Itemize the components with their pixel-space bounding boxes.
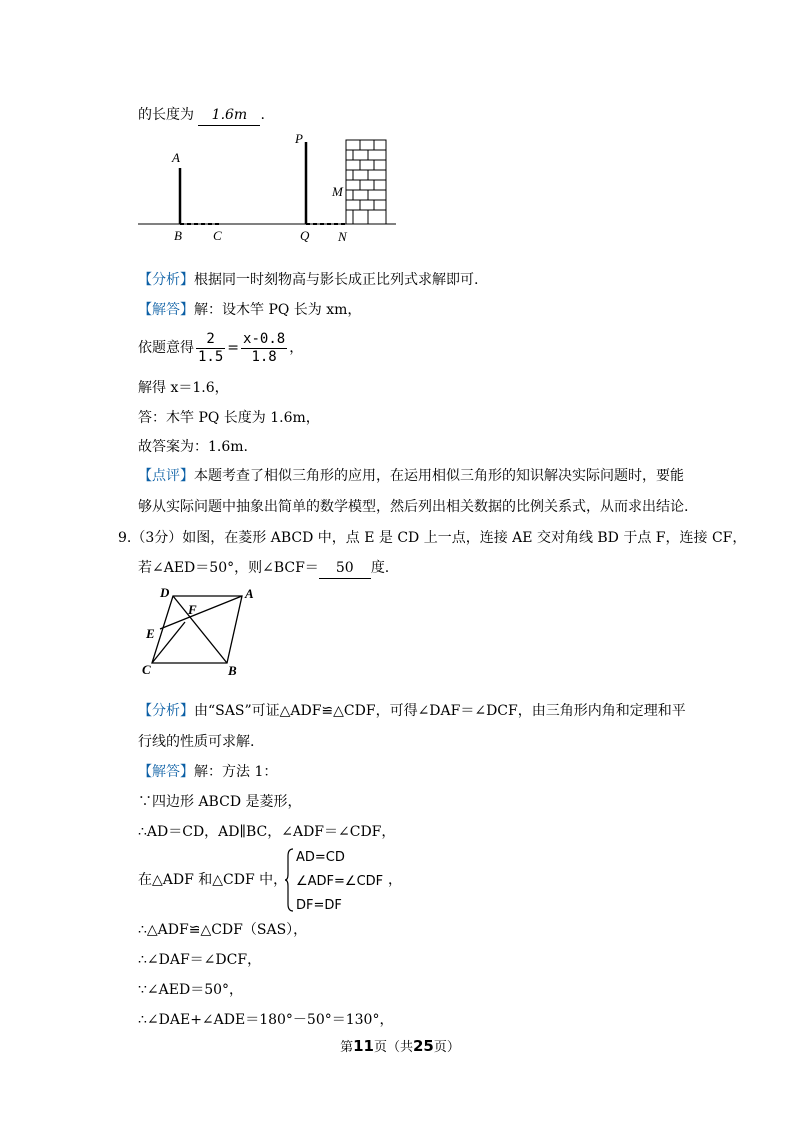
q9-stem-2b: 度. [370,560,390,576]
q8-solution-1-text: 解：设木竿 PQ 长为 xm， [194,302,362,318]
q9-stem-1 [118,528,746,548]
page-footer [0,1036,800,1055]
q9-solution-head [138,762,277,782]
system-line-2: ∠ADF=∠CDF [296,874,384,889]
diagonal-bd [173,596,227,663]
label-m: M [332,184,343,199]
segment-cf [152,622,185,663]
label-c9: C [142,662,151,677]
label-p: P [295,131,303,146]
q8-analysis-text: 根据同一时刻物高与影长成正比列式求解即可. [194,272,479,288]
q9-step-4: ∴△ADF≌△CDF（SAS）， [138,922,308,938]
label-f: F [188,602,197,617]
q9-step-1: ∵四边形 ABCD 是菱形， [138,794,302,810]
segment-ae [160,596,242,629]
q8-solution-4: 答：木竿 PQ 长度为 1.6m， [138,410,320,426]
analysis-tag: 【分析】 [138,272,194,288]
label-b9: B [228,663,237,678]
label-n: N [338,229,347,243]
q9-answer: 50 [319,558,371,579]
q9-step-2: ∴AD＝CD，AD∥BC，∠ADF＝∠CDF， [138,824,396,840]
q8-answer: 1.6m [198,105,260,126]
q8-answer-suffix: . [260,107,265,123]
q9-analysis-1-text: 由“SAS”可证△ADF≌△CDF，可得∠DAF＝∠DCF，由三角形内角和定理和平 [194,703,686,719]
brick-wall [346,140,386,224]
q9-step-3-suffix: ， [388,872,402,888]
q9-step-3: 在△ADF 和△CDF 中， [138,872,288,888]
q9-stem-1-text: （3分）如图，在菱形 ABCD 中，点 E 是 CD 上一点，连接 AE 交对角线 BD 于点 F，连接 CF， [131,530,747,546]
label-q: Q [300,228,310,243]
q8-solution-1 [138,300,361,320]
q9-analysis-tag: 【分析】 [138,703,194,719]
footer-post: 页） [433,1040,460,1055]
comment-tag: 【点评】 [138,468,194,484]
system-line-3: DF=DF [296,898,342,913]
q9-step-6: ∵∠AED＝50°， [138,982,244,998]
label-a9: A [245,586,254,601]
brace-icon [284,848,294,912]
q8-equation: 依题意得 $\frac{2}{1.5}$ = $\frac{x-0.8}{1.8}$ ， [138,330,304,365]
fraction-1-den: 1.5 [198,348,224,365]
q8-figure [138,128,408,243]
fraction-1 [196,331,225,366]
fraction-2-num: x-0.8 [243,330,286,347]
q8-eq-prefix: 依题意得 [138,340,194,356]
solution-tag: 【解答】 [138,302,194,318]
system-line-1: AD=CD [296,850,345,865]
q8-eq-suffix: ， [289,340,304,356]
q9-analysis-1 [138,701,686,721]
fraction-1-num: 2 [196,331,225,349]
q9-analysis-2: 行线的性质可求解. [138,734,255,750]
footer-page: 11 [353,1037,374,1055]
rhombus-abcd [152,596,242,663]
q9-number: 9. [118,530,132,546]
equation-system [296,846,383,918]
q8-solution-3: 解得 x＝1.6， [138,380,229,396]
label-a: A [172,150,180,165]
q8-solution-5: 故答案为：1.6m. [138,439,248,455]
fraction-2-den: 1.8 [251,348,277,365]
q9-solution-tag: 【解答】 [138,764,194,780]
q9-stem-2 [138,558,389,579]
q9-figure [140,584,260,678]
footer-total: 25 [413,1037,434,1055]
q8-answer-prefix: 的长度为 [138,107,194,123]
label-b: B [174,228,182,243]
q8-comment-1 [138,466,684,486]
q9-step-7: ∴∠DAE+∠ADE＝180°－50°＝130°， [138,1012,394,1028]
fraction-2 [241,331,287,366]
footer-pre: 第 [340,1040,354,1055]
q9-stem-2a: 若∠AED＝50°，则∠BCF＝ [138,560,319,576]
label-e: E [146,626,155,641]
footer-mid: 页（共 [373,1040,413,1055]
label-c: C [213,228,222,243]
q8-comment-1-text: 本题考查了相似三角形的应用，在运用相似三角形的知识解决实际问题时，要能 [194,468,684,484]
q9-step-5: ∴∠DAF＝∠DCF， [138,952,262,968]
label-d: D [160,585,170,600]
q8-comment-2: 够从实际问题中抽象出简单的数学模型，然后列出相关数据的比例关系式，从而求出结论. [138,499,689,515]
q8-answer-line [138,105,265,126]
q8-analysis [138,270,478,290]
q9-solution-head-text: 解：方法 1： [194,764,278,780]
